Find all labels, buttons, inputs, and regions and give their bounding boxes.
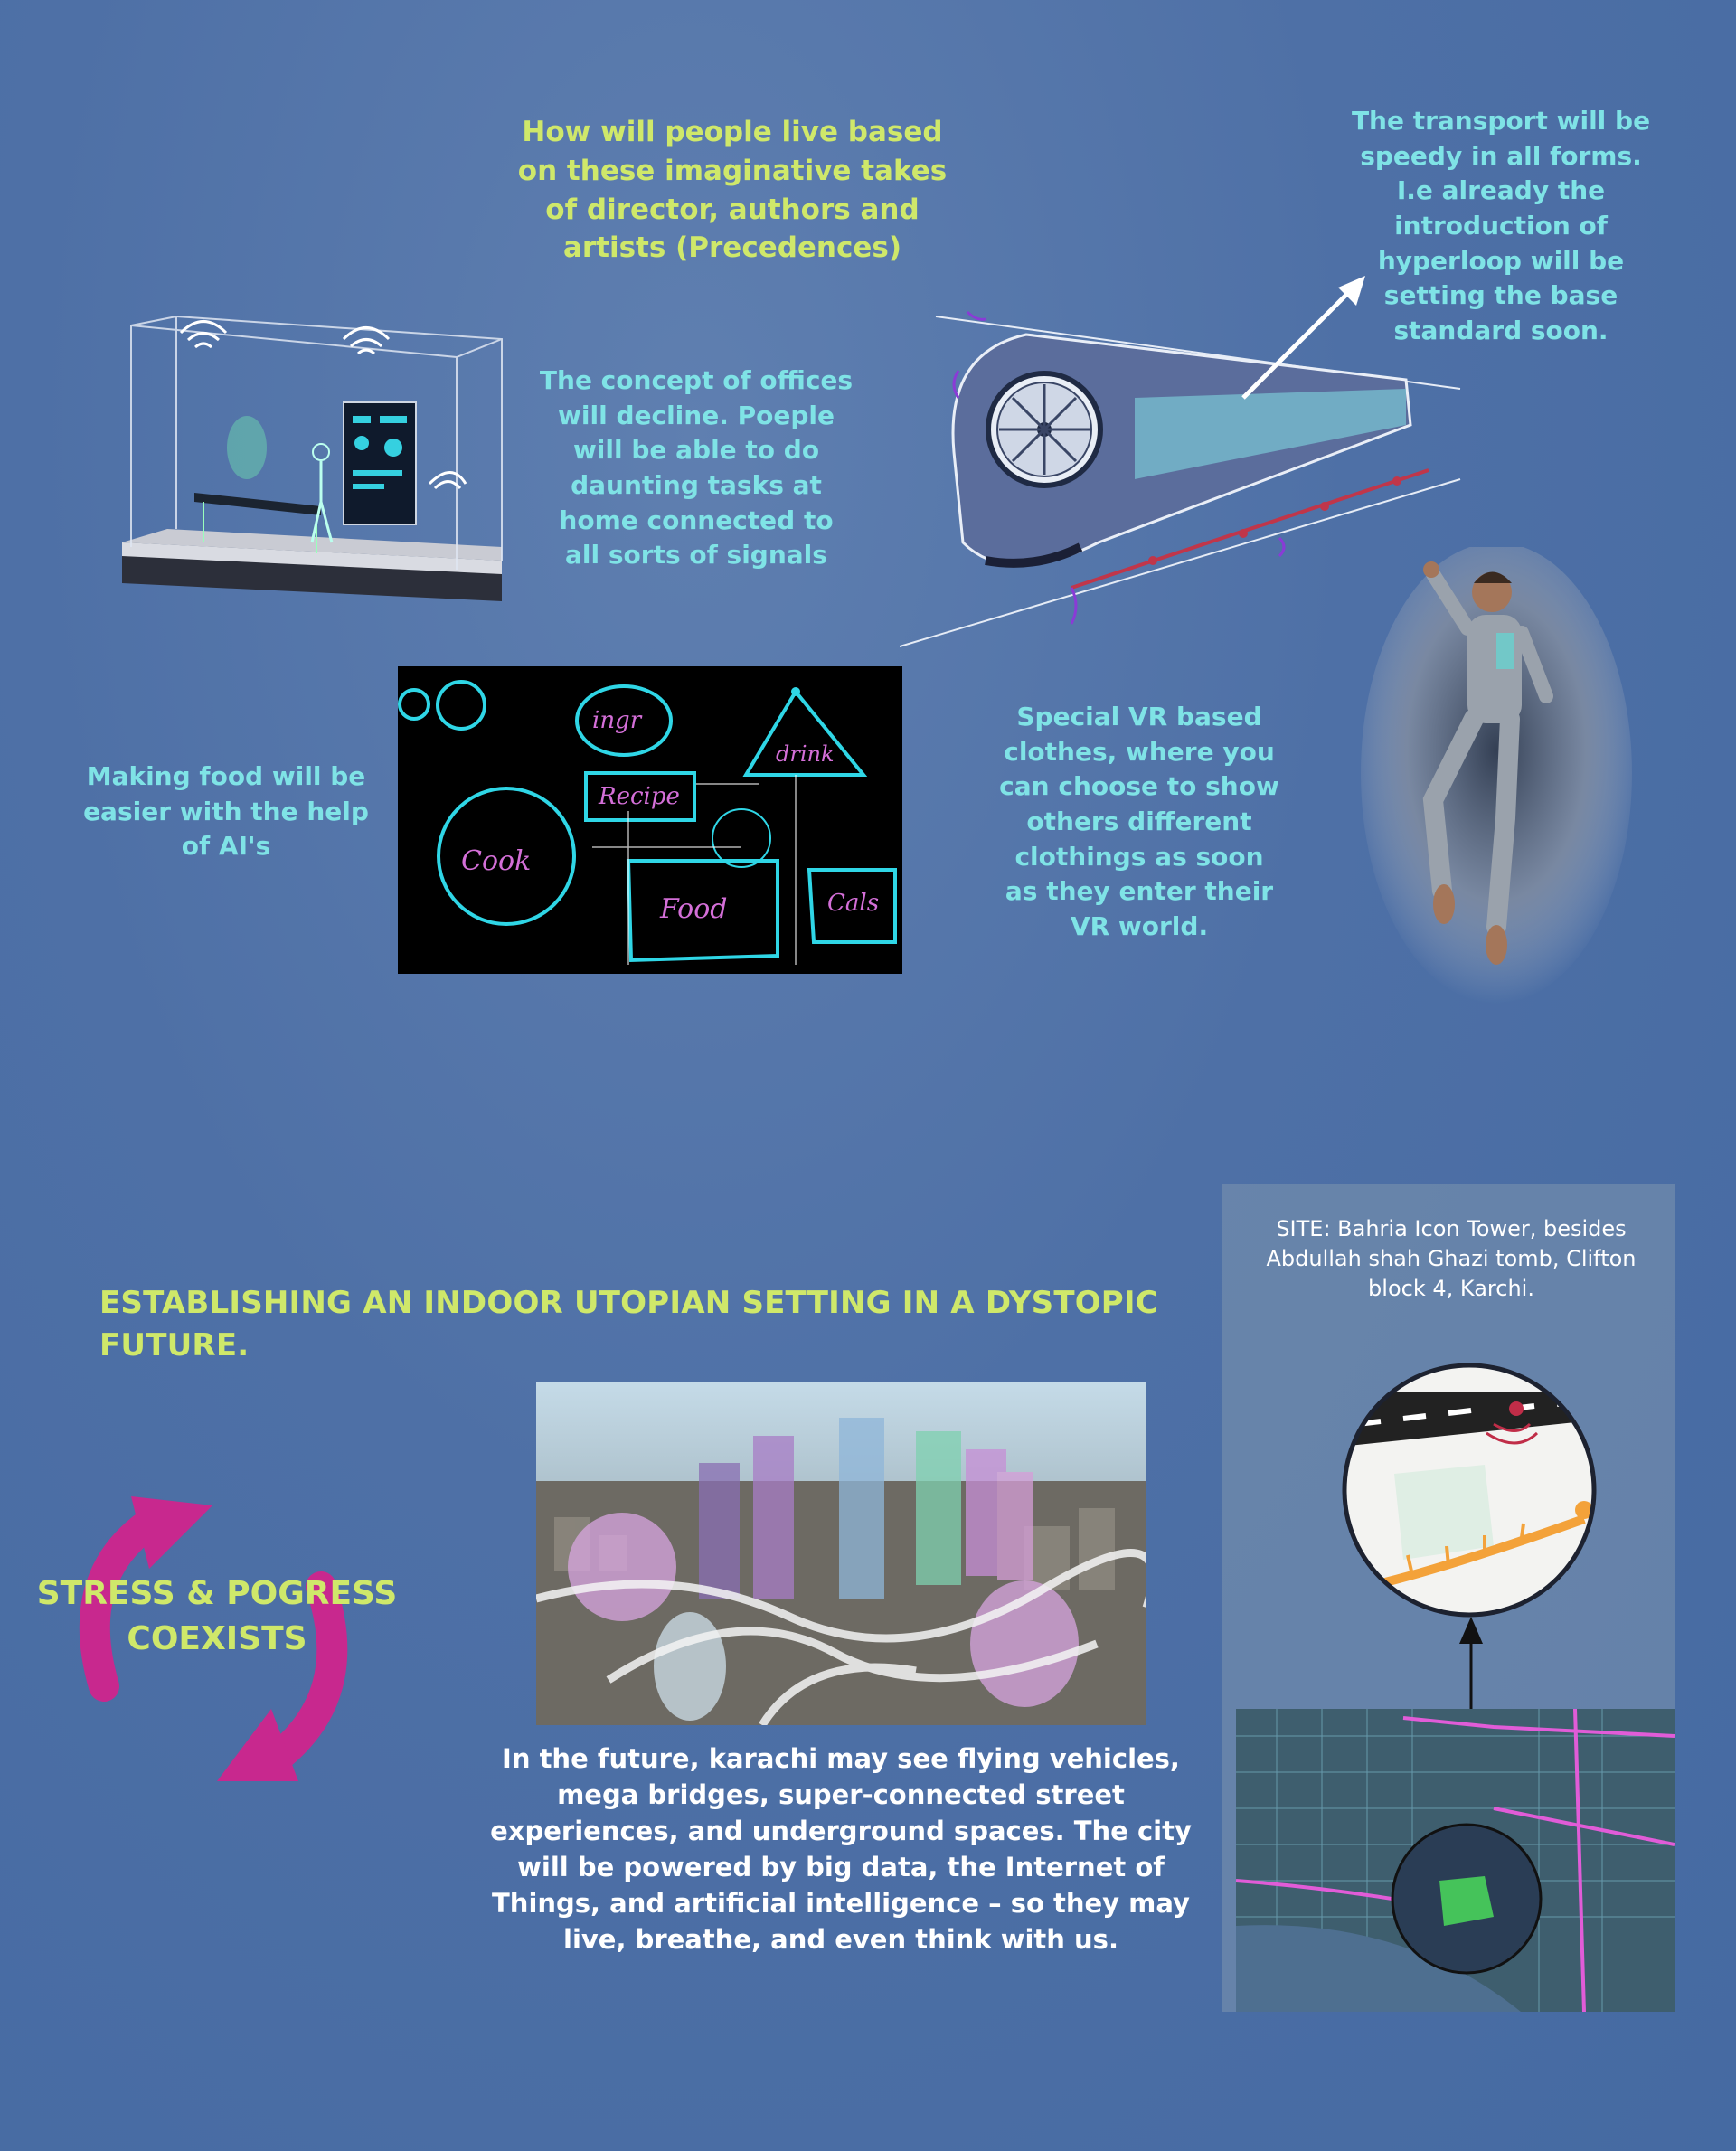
board-label-ingr: ingr — [592, 707, 642, 734]
stress-line-2: COEXISTS — [127, 1619, 307, 1657]
vr-suit-person-illustration — [1361, 547, 1641, 1017]
board-label-cook: Cook — [461, 845, 532, 877]
vr-clothes-description: Special VR based clothes, where you can choose to show others different clothings as soon as they enter their VR world. — [999, 702, 1279, 941]
future-karachi-description: In the future, karachi may see flying vehicles, mega bridges, super-connected street experiences, and underground spaces. The city will be powered by big data, the Internet of Things, and artificial intelligence – so they may live, breathe, and even think with us. — [490, 1743, 1192, 1956]
stress-progress-caption — [36, 1571, 398, 1661]
ai-food-board-illustration — [398, 666, 902, 974]
site-description: SITE: Bahria Icon Tower, besides Abdullah shah Ghazi tomb, Clifton block 4, Karchi. — [1266, 1216, 1637, 1302]
board-label-cals: Cals — [827, 890, 880, 917]
stress-line-1: STRESS & POGRESS — [36, 1575, 398, 1612]
site-location-map — [1222, 1338, 1675, 2012]
board-label-food: Food — [660, 893, 728, 925]
smart-office-illustration — [113, 289, 520, 615]
board-label-drink: drink — [776, 741, 835, 767]
headline: How will people live based on these imaginative takes of director, authors and artists (Precedences) — [517, 116, 948, 265]
futuristic-karachi-city-image — [536, 1382, 1146, 1725]
office-description: The concept of offices will decline. Poeple will be able to do daunting tasks at home connected to all sorts of signals — [539, 365, 854, 571]
transport-description: The transport will be speedy in all forms. I.e already the introduction of hyperloop will be setting the base standard soon. — [1351, 106, 1651, 345]
utopia-section-title: ESTABLISHING AN INDOOR UTOPIAN SETTING IN A DYSTOPIC FUTURE. — [99, 1285, 1158, 1363]
board-label-recipe: Recipe — [599, 783, 680, 810]
food-description: Making food will be easier with the help of AI's — [83, 761, 369, 862]
